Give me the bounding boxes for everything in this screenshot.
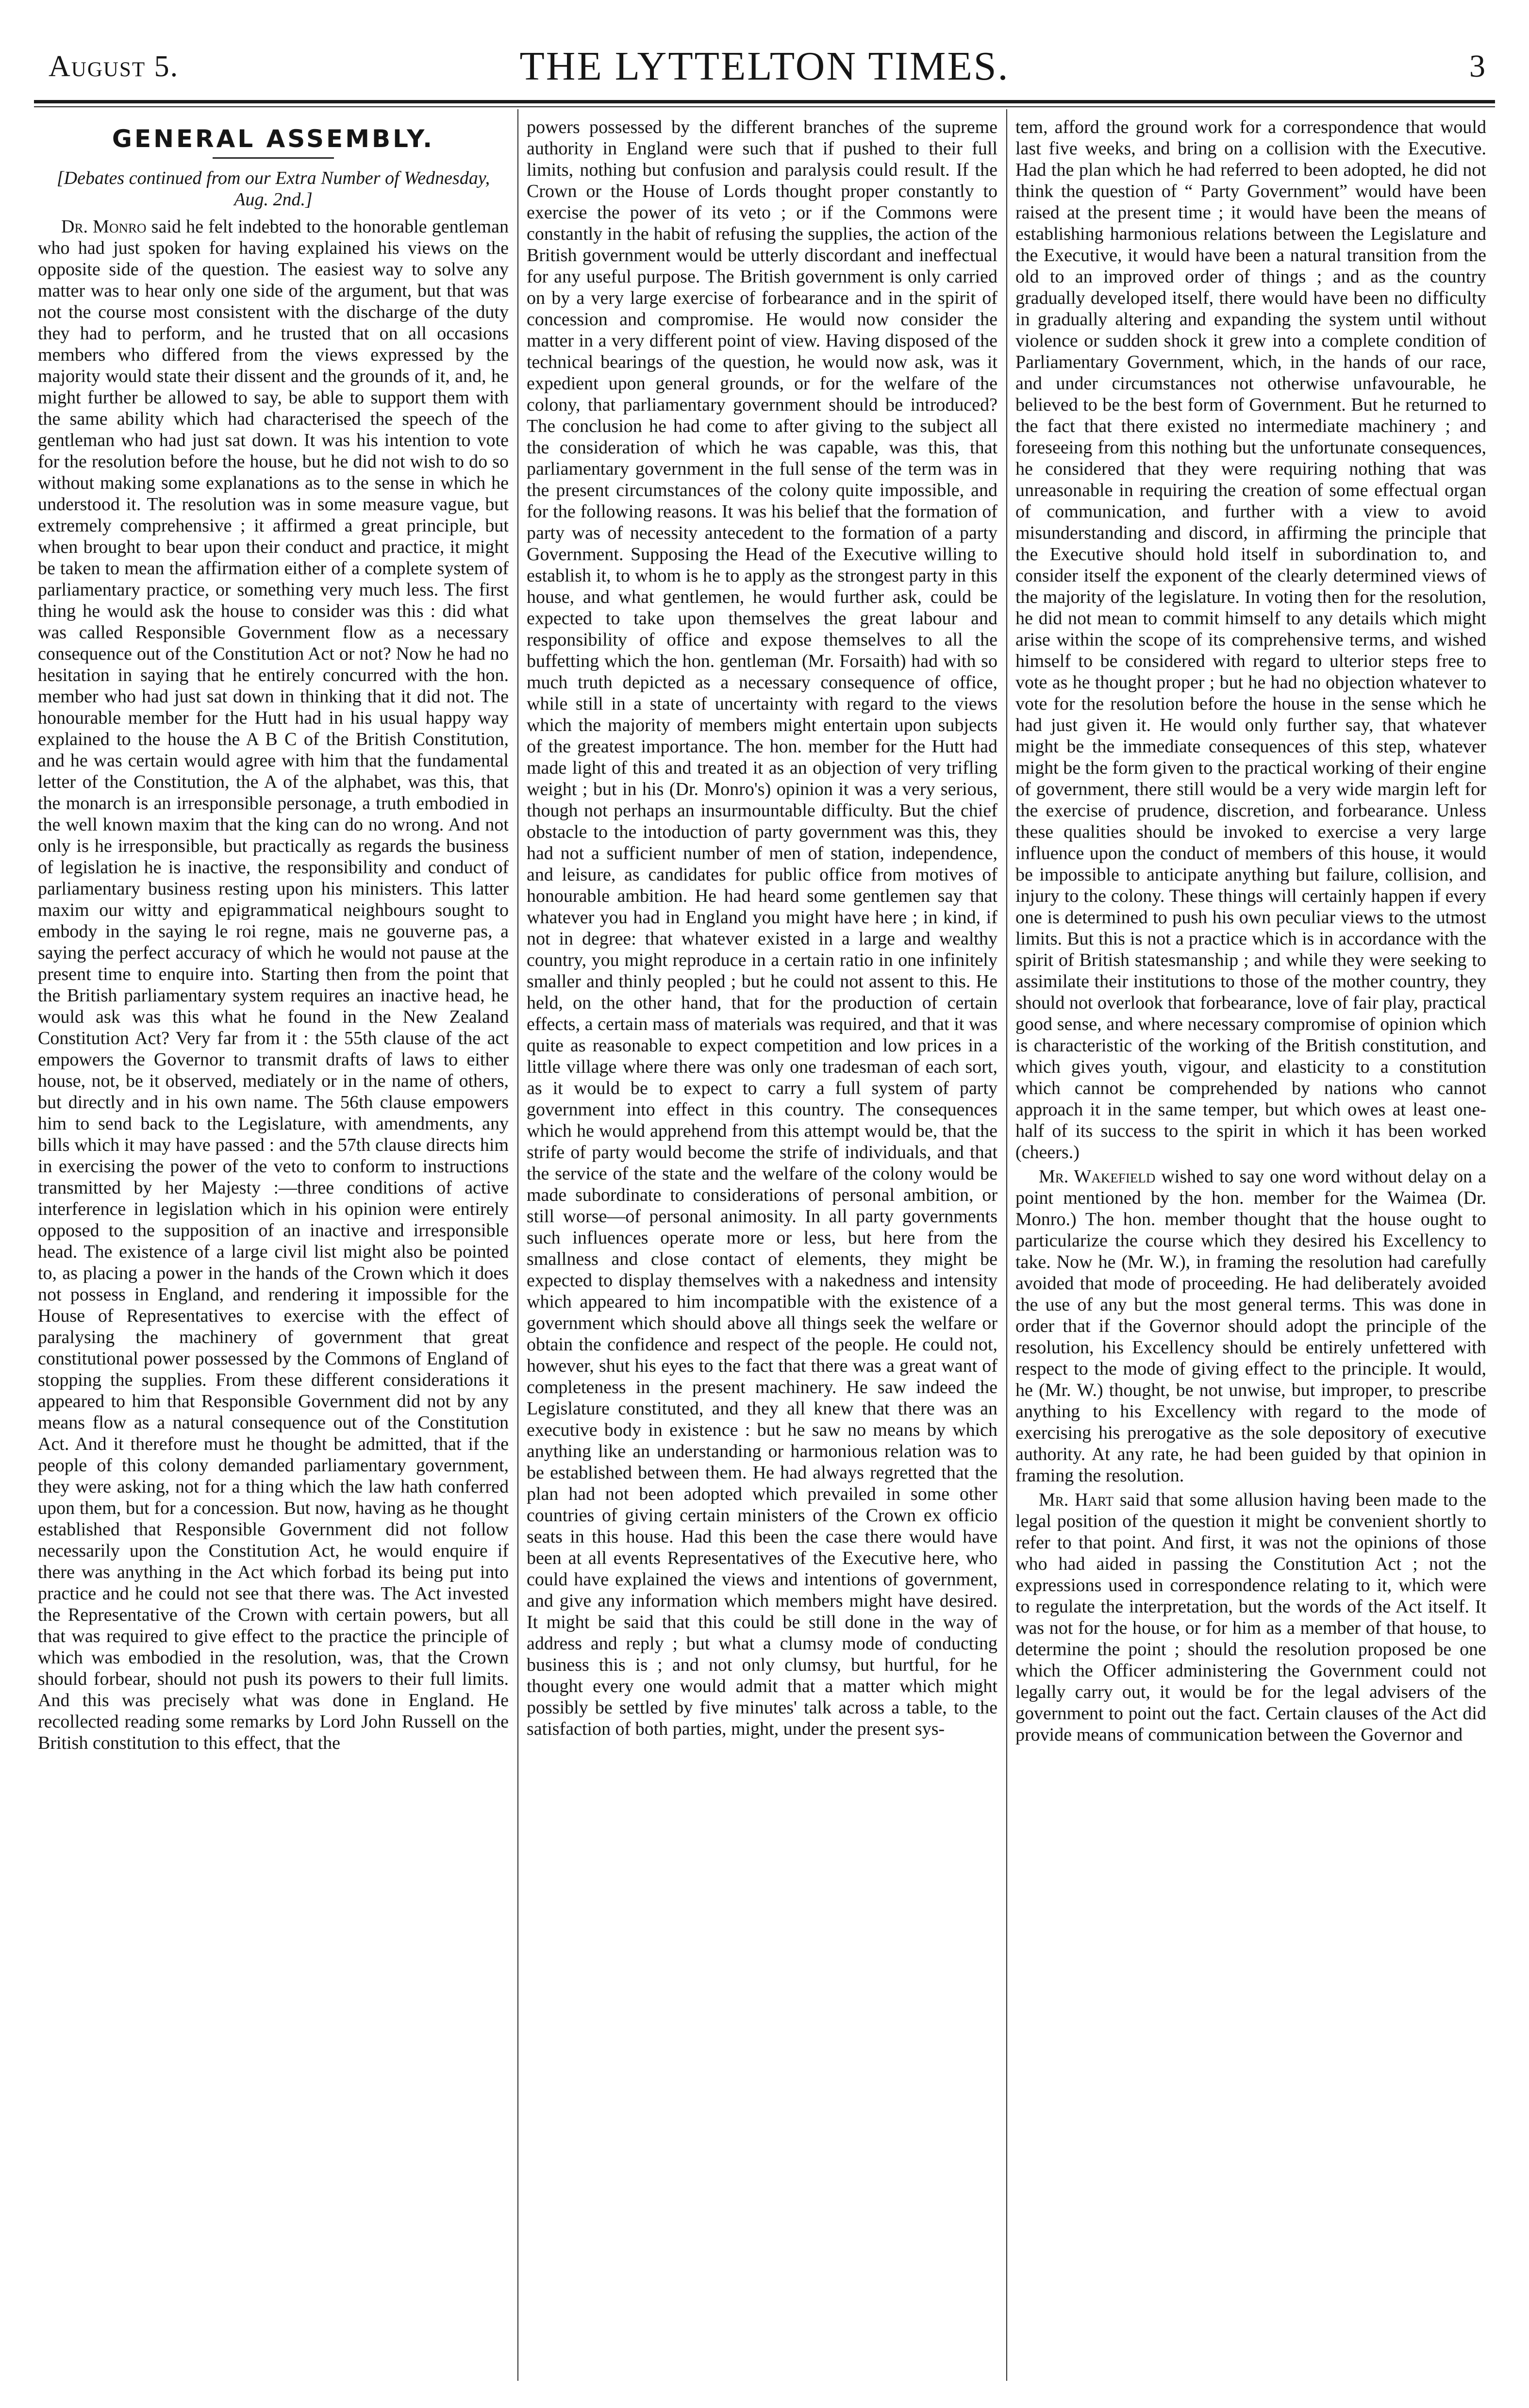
article-subheadline: [Debates continued from our Extra Number of Wednesday, Aug. 2nd.] — [56, 168, 490, 210]
column-3 — [1015, 116, 1486, 2378]
paragraph-text: said that some allusion having been made to the legal position of the question it might be convenient shortly to refer to that point. And first, it was not the opinions of those who had aided in passing the Constitution Act ; not the expressions used in correspondence relating to it, which were to regulate the interpretation, but the words of the Act itself. It was not for the house, or for him as a member of that house, to determine the point ; should the resolution proposed be one which the Officer administering the Government could not legally carry out, it would be for the legal advisers of the government to point out the fact. Certain clauses of the Act did provide means of communication between the Governor and — [1015, 1490, 1486, 1745]
masthead — [34, 29, 1495, 102]
paragraph — [1015, 1489, 1486, 1745]
paragraph: powers possessed by the different branches of the supreme authority in England were such that if pushed to their full limits, nothing but confusion and paralysis could result. If the Crown or the House of Lords thought proper constantly to exercise the power of its veto ; or if the Commons were constantly in the habit of refusing the supplies, the action of the British government would be utterly discordant and ineffectual for any useful purpose. The British government is only carried on by a very large exercise of forbearance and in the spirit of concession and compromise. He would now consider the matter in a very different point of view. Having disposed of the technical bearings of the question, he would now ask, was it expedient upon general grounds, or for the welfare of the colony, that parliamentary government should be introduced? The conclusion he had come to after giving to the subject all the consideration of which he was capable, was this, that parliamentary government in the full sense of the term was in the present circumstances of the colony quite impossible, and for the following reasons. It was his belief that the formation of party was of necessity antecedent to the formation of a party Government. Supposing the Head of the Executive willing to establish it, to whom is he to apply as the strongest party in this house, and what gentlemen, he would further ask, could be expected to take upon themselves the great labour and responsibility of office and expose themselves to all the buffetting which the hon. gentleman (Mr. Forsaith) had with so much truth depicted as a necessary consequence of office, while still in a state of uncertainty with regard to the views which the majority of members might entertain upon subjects of the greatest importance. The hon. member for the Hutt had made light of this and treated it as an objection of very trifling weight ; but in his (Dr. Monro's) opinion it was a very serious, though not perhaps an insurmountable difficulty. But the chief obstacle to the intoduction of party government was this, they had not a sufficient number of men of station, independence, and leisure, as candidates for public office from motives of honourable ambition. He had heard some gentlemen say that whatever you had in England you might have here ; in kind, if not in degree: that whatever existed in a large and wealthy country, you might reproduce in a certain ratio in one infinitely smaller and thinly peopled ; but he could not assent to this. He held, on the other hand, that for the production of certain effects, a certain mass of materials was required, and that it was quite as reasonable to expect competition and low prices in a little village where there was only one tradesman of each sort, as it would be to expect to carry a full system of party government into effect in this country. The consequences which he would apprehend from this attempt would be, that the strife of party would become the strife of individuals, and that the service of the state and the welfare of the colony would be made subordinate to considerations of personal ambition, or still worse—of personal animosity. In all party governments such influences operate more or less, but here from the smallness and close contact of elements, they might be expected to display themselves with a nakedness and intensity which appeared to him incompatible with the existence of a government which should above all things seek the welfare or obtain the confidence and respect of the people. He could not, however, shut his eyes to the fact that there was a great want of completeness in the present machinery. He saw indeed the Legislature constituted, and they all knew that there was an executive body in existence : but he saw no means by which anything like an understanding or harmonious relation was to be established between them. He had always regretted that the plan had not been adopted which prevailed in some other countries of giving certain ministers of the Crown ex officio seats in this house. Had this been the case there would have been at all events Representatives of the Executive here, who could have explained the views and intentions of government, and give any information which members might have desired. It might be said that this could be still done in the way of address and reply ; but what a clumsy mode of conducting business this is ; and not only clumsy, but hurtful, for he thought every one would admit that a matter which might possibly be settled by five minutes' talk across a table, to the satisfaction of both parties, might, under the present sys- — [527, 117, 997, 1739]
speaker-name: Mr. Wakefield — [1039, 1166, 1156, 1187]
paragraph: tem, afford the ground work for a correspondence that would last five weeks, and bring on a collision with the Executive. Had the plan which he had referred to been adopted, he did not think the question of “ Party Government” would have been raised at the present time ; it would have been the means of establishing harmonious relations between the Legislature and the Executive, it would have been a natural transition from the old to an improved order of things ; and as the country gradually developed itself, there would have been no difficulty in gradually altering and expanding the system until without violence or sudden shock it grew into a complete condition of Parliamentary Government, which, in the hands of our race, and under circumstances not otherwise unfavourable, he believed to be the best form of Government. But he returned to the fact that there existed no intermediate machinery ; and foreseeing from this nothing but the unfortunate consequences, he considered that they were requiring nothing that was unreasonable in requiring the creation of some effectual organ of communication, and further with a view to avoid misunderstanding and discord, in affirming the principle that the Executive should hold itself in subordination to, and consider itself the exponent of the clearly determined views of the majority of the legislature. In voting then for the resolution, he did not mean to commit himself to any details which might arise within the scope of its comprehensive terms, and wished himself to be considered with regard to ulterior steps free to vote as he thought proper ; but he had no objection whatever to vote for the resolution before the house in the sense which he had just given it. He would only further say, that whatever might be the immediate consequences of this step, whatever might be the form given to the practical working of their engine of government, there still would be a very wide margin left for the exercise of prudence, discretion, and forbearance. Unless these qualities should be invoked to exercise a very large influence upon the conduct of members of this house, it would be impossible to anticipate anything but failure, collision, and injury to the colony. These things will certainly happen if every one is determined to push his own peculiar views to the utmost limits. But this is not a practice which is in accordance with the spirit of British statesmanship ; and while they were seeking to assimilate their institutions to those of the mother country, they should not overlook that forbearance, love of fair play, practical good sense, and where necessary compromise of opinion which is characteristic of the working of the British constitution, and which gives youth, vigour, and elasticity to a constitution which cannot be comprehended by nations who cannot approach it in the same temper, but which owes at least one-half of its success to the spirit in which it has been worked (cheers.) — [1015, 117, 1486, 1162]
column-divider — [1006, 109, 1007, 2381]
speaker-name: Dr. Monro — [61, 216, 147, 237]
speaker-name: Mr. Hart — [1039, 1490, 1114, 1510]
column-1 — [38, 116, 509, 2378]
page-number: 3 — [1469, 49, 1485, 84]
column-divider — [517, 109, 518, 2381]
column-2 — [527, 116, 997, 2378]
paragraph-text: wished to say one word without delay on a point mentioned by the hon. member for the Waimea (Dr. Monro.) The hon. member thought that the house ought to particularize the course which they desired his Excellency to take. Now he (Mr. W.), in framing the resolution had carefully avoided that mode of proceeding. He had deliberately avoided the use of any but the most general terms. This was done in order that if the Governor should adopt the principle of the resolution, his Excellency should be entirely unfettered with respect to the mode of giving effect to the principle. It would, he (Mr. W.) thought, be not unwise, but improper, to prescribe anything to his Excellency with regard to the mode of exercising his prerogative as the sole depository of executive authority. At any rate, he had been guided by that opinion in framing the resolution. — [1015, 1166, 1486, 1486]
paragraph — [38, 216, 509, 1754]
headline-rule — [213, 157, 334, 159]
paragraph — [1015, 1166, 1486, 1486]
newspaper-title: THE LYTTELTON TIMES. — [519, 44, 1010, 89]
masthead-rule-thin — [34, 106, 1495, 107]
issue-date: August 5. — [49, 50, 179, 83]
paragraph-text: said he felt indebted to the honorable gentleman who had just spoken for having explained his views on the opposite side of the question. The easiest way to solve any matter was to hear only one side of the argument, but that was not the course most consistent with the discharge of the duty they had to perform, and he trusted that on all occasions members who differed from the views expressed by the majority would state their dissent and the grounds of it, and, he might further be allowed to say, be able to support them with the same ability which had characterised the speech of the gentleman who had just sat down. It was his intention to vote for the resolution before the house, but he did not wish to do so without making some explanations as to the sense in which he understood it. The resolution was in some measure vague, but extremely comprehensive ; it affirmed a great principle, but when brought to bear upon their conduct and practice, it might be taken to mean the affirmation either of a complete system of parliamentary practice, or something very much less. The first thing he would ask the house to consider was this : did what was called Responsible Government flow as a necessary consequence out of the Constitution Act or not? Now he had no hesitation in saying that he entirely concurred with the hon. member who had just sat down in thinking that it did not. The honourable member for the Hutt had in his usual happy way explained to the house the A B C of the British Constitution, and he was certain would agree with him that the fundamental letter of the Constitution, the A of the alphabet, was this, that the monarch is an irresponsible personage, a truth embodied in the well known maxim that the king can do no wrong. And not only is he irresponsible, but practically as regards the business of legislation he is inactive, the responsibility and conduct of parliamentary business resting upon his ministers. This latter maxim our witty and epigrammatical neighbours sought to embody in the saying le roi regne, mais ne gouverne pas, a saying the perfect accuracy of which he would not pause at the present time to enquire into. Starting then from the point that the British parliamentary system requires an inactive head, he would ask was this what he found in the New Zealand Constitution Act? Very far from it : the 55th clause of the act empowers the Governor to transmit drafts of laws to either house, not, be it observed, mediately or in the name of others, but directly and in his own name. The 56th clause empowers him to send back to the Legislature, with amendments, any bills which it may have passed : and the 57th clause directs him in exercising the power of the veto to conform to instructions transmitted by her Majesty :—three conditions of active interference in legislation which in his opinion were entirely opposed to the supposition of an inactive and irresponsible head. The existence of a large civil list might also be pointed to, as placing a power in the hands of the Crown which it does not possess in England, and rendering it impossible for the House of Representatives to exercise with the effect of paralysing the machinery of government that great constitutional power possessed by the Commons of England of stopping the supplies. From these different considerations it appeared to him that Responsible Government did not by any means flow as a natural consequence out of the Constitution Act. And it therefore must he thought be admitted, that if the people of this colony demanded parliamentary government, they were asking, not for a thing which the law hath conferred upon them, but for a concession. But now, having as he thought established that Responsible Government did not follow necessarily upon the Constitution Act, he would enquire if there was anything in the Act which forbad its being put into practice and he could not see that there was. The Act invested the Representative of the Crown with certain powers, but all that was required to give effect to the practice the principle of which was embodied in the resolution, was, that the Crown should forbear, should not push its powers to their full limits. And this was precisely what was done in England. He recollected reading some remarks by Lord John Russell on the British constitution to this effect, that the — [38, 216, 509, 1753]
article-headline: GENERAL ASSEMBLY. — [112, 125, 435, 153]
masthead-rule-thick — [34, 100, 1495, 103]
